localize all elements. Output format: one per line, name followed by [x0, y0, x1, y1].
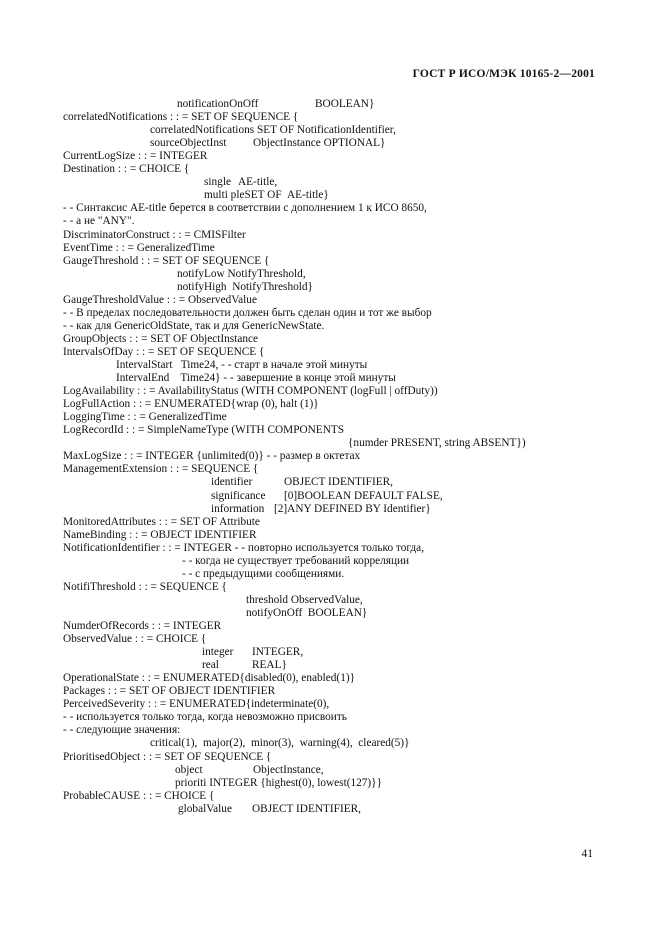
listing-text: {numder PRESENT, string ABSENT}): [348, 437, 526, 450]
listing-text: INTEGER,: [252, 646, 304, 659]
listing-text: PrioritisedObject : : = SET OF SEQUENCE {: [63, 750, 272, 763]
listing-text: NumderOfRecords : : = INTEGER: [63, 620, 222, 632]
listing-text: ObjectInstance,: [253, 763, 324, 776]
listing-text: notifyOnOff BOOLEAN}: [246, 606, 368, 619]
listing-text: MonitoredAttributes : : = SET OF Attribute: [63, 515, 260, 528]
listing-text: prioriti INTEGER {highest(0), lowest(127)}}: [175, 776, 383, 789]
listing-text: IntervalEnd Time24} - - завершение в конце этой минуты: [116, 372, 396, 385]
listing-text: real: [202, 659, 219, 672]
listing-text: IntervalsOfDay : : = SET OF SEQUENCE {: [63, 345, 265, 358]
listing-text: notifyHigh NotifyThreshold}: [177, 280, 313, 293]
listing-text: LogRecordId : : = SimpleNameType (WITH COMPONENTS: [63, 424, 345, 437]
listing-text: correlatedNotifications : : = SET OF SEQUENCE {: [63, 111, 299, 124]
listing-text: MaxLogSize : : = INTEGER {unlimited(0)} - - размер в октетах: [63, 450, 361, 463]
listing-text: multi pleSET OF: [204, 189, 282, 202]
listing-text: - - используется только тогда, когда невозможно присвоить: [63, 711, 347, 724]
listing-text: REAL}: [252, 659, 287, 672]
listing-text: - - Синтаксис AE-title берется в соответствии с дополнением 1 к ИСО 8650,: [63, 202, 427, 215]
listing-text: correlatedNotifications SET OF NotificationIdentifier,: [150, 124, 396, 137]
listing-text: AE-title,: [238, 176, 278, 189]
listing-text: - - а не "ANY".: [63, 215, 135, 228]
listing-text: integer: [202, 646, 234, 659]
listing-text: LoggingTime : : = GeneralizedTime: [63, 411, 227, 424]
listing-text: threshold ObservedValue,: [246, 593, 363, 606]
listing-text: - - с предыдущими сообщениями.: [182, 567, 345, 580]
listing-text: single: [204, 176, 231, 189]
listing-text: notifyLow NotifyThreshold,: [177, 267, 306, 280]
listing-text: NotifiThreshold : : = SEQUENCE {: [63, 580, 227, 593]
listing-text: critical(1), major(2), minor(3), warning(4), cleared(5)}: [150, 737, 410, 750]
listing-text: GaugeThreshold : : = SET OF SEQUENCE {: [63, 254, 270, 267]
page-number: 41: [581, 848, 593, 860]
listing-text: DiscriminatorConstruct : : = CMISFilter: [63, 228, 246, 241]
listing-text: ObjectInstance OPTIONAL}: [253, 137, 386, 150]
listing-text: OBJECT IDENTIFIER,: [252, 802, 361, 815]
listing-text: significance: [211, 489, 266, 502]
listing-text: EventTime : : = GeneralizedTime: [63, 241, 215, 254]
listing-text: globalValue: [178, 802, 232, 815]
listing-text: OBJECT IDENTIFIER,: [284, 476, 393, 489]
listing-text: - - следующие значения:: [63, 724, 181, 737]
listing-text: LogFullAction : : = ENUMERATED{wrap (0), halt (1)}: [63, 398, 319, 411]
listing-text: OperationalState : : = ENUMERATED{disabled(0), enabled(1)}: [63, 672, 356, 685]
listing-text: AE-title}: [287, 189, 329, 202]
listing-text: information: [211, 502, 265, 515]
listing-text: CurrentLogSize : : = INTEGER: [63, 150, 208, 163]
listing-text: NameBinding : : = OBJECT IDENTIFIER: [63, 528, 257, 541]
listing-text: NotificationIdentifier : : = INTEGER - - повторно используется только тогда,: [63, 541, 425, 554]
listing-text: ProbableCAUSE : : = CHOICE {: [63, 789, 215, 802]
listing-text: IntervalStart Time24, - - старт в начале этой минуты: [116, 359, 368, 371]
listing-text: [2]ANY DEFINED BY Identifier}: [274, 502, 431, 515]
listing-text: Destination : : = CHOICE {: [63, 163, 190, 176]
listing-text: identifier: [211, 476, 253, 489]
listing-text: - - когда не существует требований корреляции: [182, 554, 410, 567]
listing-text: GaugeThresholdValue : : = ObservedValue: [63, 293, 257, 306]
listing-text: sourceObjectInst: [150, 137, 227, 150]
listing-text: notificationOnOff: [177, 98, 259, 110]
listing-text: ManagementExtension : : = SEQUENCE {: [63, 463, 259, 476]
listing-text: ObservedValue : : = CHOICE {: [63, 633, 207, 646]
listing-text: PerceivedSeverity : : = ENUMERATED{indeterminate(0),: [63, 698, 330, 711]
listing-text: object: [175, 763, 203, 776]
listing-text: - - как для GenericOldState, так и для GenericNewState.: [63, 319, 325, 332]
listing-text: LogAvailability : : = AvailabilityStatus (WITH COMPONENT (logFull | offDuty)): [63, 385, 438, 398]
standard-header: ГОСТ Р ИСО/МЭК 10165-2—2001: [412, 68, 595, 80]
listing-text: BOOLEAN}: [315, 98, 375, 110]
listing-text: Packages : : = SET OF OBJECT IDENTIFIER: [63, 685, 276, 698]
listing-text: - - В пределах последовательности должен быть сделан один и тот же выбор: [63, 306, 432, 319]
listing-text: [0]BOOLEAN DEFAULT FALSE,: [284, 489, 443, 502]
listing-text: GroupObjects : : = SET OF ObjectInstance: [63, 332, 259, 345]
